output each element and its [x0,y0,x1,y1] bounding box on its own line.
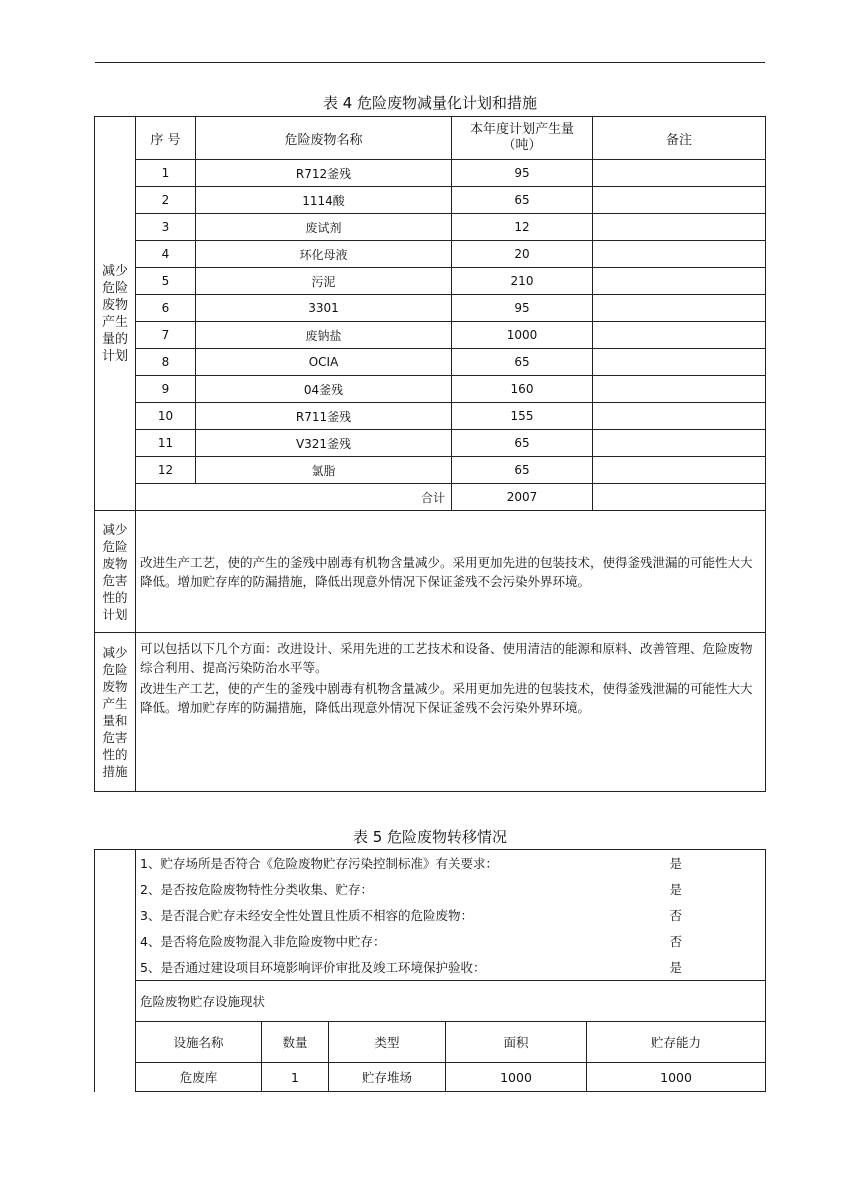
facility-header-count: 数量 [262,1022,329,1063]
table-row: 2 1114酸 65 [95,187,766,214]
facility-header-type: 类型 [329,1022,446,1063]
table-row: 5 污泥 210 [95,268,766,295]
table4-title: 表 4 危险废物减量化计划和措施 [322,94,538,112]
section2-text: 改进生产工艺，使的产生的釜残中剧毒有机物含量减少。采用更加先进的包装技术，使得釜残泄漏的可能性大大降低。增加贮存库的防漏措施，降低出现意外情况下保证釜残不会污染外界环境。 [136,511,766,633]
table-row: 10 R711釜残 155 [95,403,766,430]
total-value: 2007 [452,484,593,511]
facility-header-name: 设施名称 [136,1022,262,1063]
table-row: 4 环化母液 20 [95,241,766,268]
section3-row [95,633,766,792]
total-label: 合计 [136,484,452,511]
table-row: 1 R712釜残 95 [95,160,766,187]
waste-transfer-table [94,849,766,1092]
section3-label: 减少 危险 废物 产生 量和 危害 性的 措施 [95,633,136,792]
header-rule [95,62,765,63]
section2-label: 减少 危险 废物 危害 性的 计划 [95,511,136,633]
header-name: 危险废物名称 [196,117,452,160]
section1-label: 减少 危险 废物 产生 量的 计划 [95,117,136,511]
facility-header-row [95,1022,766,1063]
table-row: 12 氯脂 65 [95,457,766,484]
table-row: 7 废钠盐 1000 [95,322,766,349]
header-amount: 本年度计划产生量 （吨） [452,117,593,160]
waste-reduction-table [94,116,766,792]
table-row: 9 04釜残 160 [95,376,766,403]
table5-left-column [95,850,136,1092]
table-row: 8 OCIA 65 [95,349,766,376]
header-no: 序 号 [136,117,196,160]
table-row: 11 V321釜残 65 [95,430,766,457]
facility-header-area: 面积 [446,1022,587,1063]
facility-row: 危废库 1 贮存堆场 1000 1000 [95,1063,766,1092]
check-item-row: 2、是否按危险废物特性分类收集、贮存： 是 [95,876,766,902]
section3-text: 可以包括以下几个方面：改进设计、采用先进的工艺技术和设备、使用清洁的能源和原料、改善管理、危险废物综合利用、提高污染防治水平等。 改进生产工艺，使的产生的釜残中剧毒有机物含量减少。采用更加先进的包装技术，使得釜残泄漏的可能性大大降低。增加贮存库的防漏措施，降低出现意外情况下保证釜残不会污染外界环境。 [136,633,766,792]
table-row: 3 废试剂 12 [95,214,766,241]
table-header-row [95,117,766,160]
total-remark [593,484,766,511]
facility-heading: 危险废物贮存设施现状 [136,981,766,1022]
facility-header-capacity: 贮存能力 [587,1022,766,1063]
table5-title: 表 5 危险废物转移情况 [352,828,508,846]
table-row: 6 3301 95 [95,295,766,322]
header-remark: 备注 [593,117,766,160]
check-item-row: 4、是否将危险废物混入非危险废物中贮存： 否 [95,928,766,954]
total-row [95,484,766,511]
check-item-row: 1、贮存场所是否符合《危险废物贮存污染控制标准》有关要求： 是 [95,850,766,877]
check-item-row: 3、是否混合贮存未经安全性处置且性质不相容的危险废物： 否 [95,902,766,928]
section2-row [95,511,766,633]
facility-heading-row [95,981,766,1022]
check-item-row: 5、是否通过建设项目环境影响评价审批及竣工环境保护验收： 是 [95,954,766,981]
